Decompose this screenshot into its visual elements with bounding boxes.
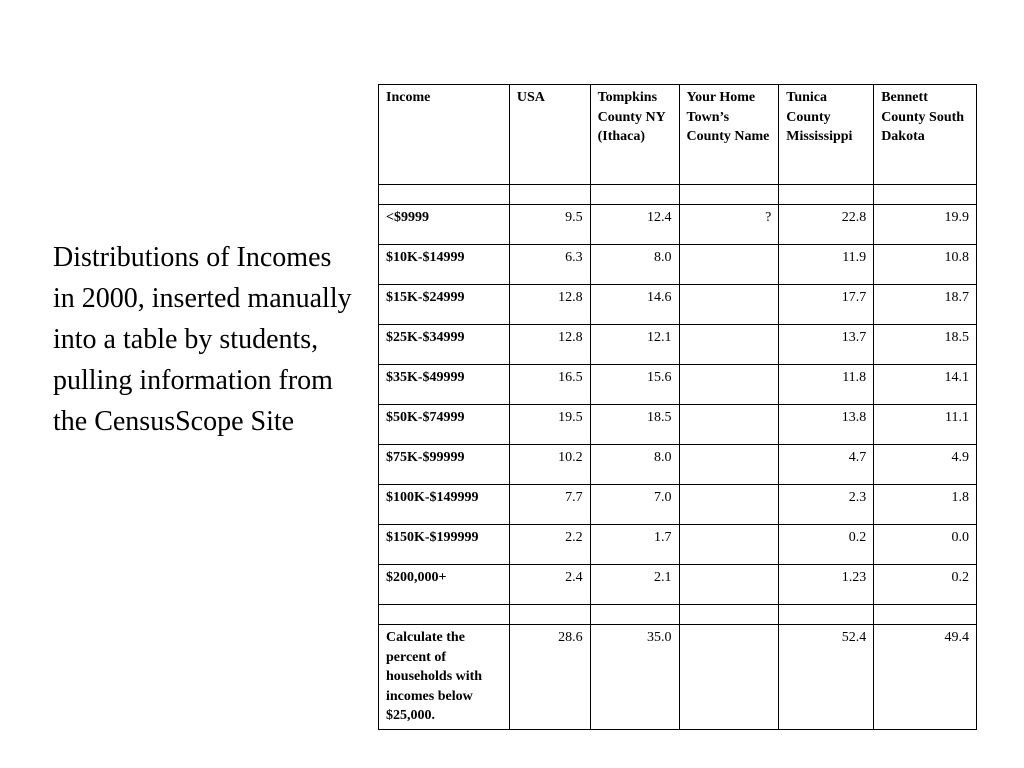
- table-cell: 2.2: [509, 525, 590, 565]
- table-cell: [679, 185, 779, 205]
- table-cell: [590, 605, 679, 625]
- table-cell: 1.7: [590, 525, 679, 565]
- header-tompkins: Tompkins County NY (Ithaca): [590, 85, 679, 185]
- table-cell: 8.0: [590, 445, 679, 485]
- table-header-row: [379, 85, 977, 185]
- table-cell: [679, 325, 779, 365]
- table-cell: [679, 285, 779, 325]
- header-usa: USA: [509, 85, 590, 185]
- table-row: [379, 325, 977, 365]
- income-bracket-label: $25K-$34999: [379, 325, 510, 365]
- table-cell: 1.23: [779, 565, 874, 605]
- table-cell: 19.9: [874, 205, 977, 245]
- table-row: [379, 405, 977, 445]
- table-cell: 16.5: [509, 365, 590, 405]
- table-cell: [679, 605, 779, 625]
- table-cell: 49.4: [874, 625, 977, 730]
- header-bennett: Bennett County South Dakota: [874, 85, 977, 185]
- table-cell: 1.8: [874, 485, 977, 525]
- blank-row: [379, 605, 977, 625]
- income-distribution-table: [378, 84, 977, 730]
- table-cell: 4.9: [874, 445, 977, 485]
- table-cell: 11.9: [779, 245, 874, 285]
- table-cell: 0.2: [874, 565, 977, 605]
- table-cell: 7.7: [509, 485, 590, 525]
- table-row: [379, 565, 977, 605]
- table-row: [379, 245, 977, 285]
- table-cell: [679, 485, 779, 525]
- income-bracket-label: <$9999: [379, 205, 510, 245]
- header-income: Income: [379, 85, 510, 185]
- table-cell: [379, 605, 510, 625]
- table-cell: 7.0: [590, 485, 679, 525]
- table-row: [379, 525, 977, 565]
- calculation-prompt: Calculate the percent of households with incomes below $25,000.: [379, 625, 510, 730]
- table-cell: [874, 185, 977, 205]
- table-cell: 0.0: [874, 525, 977, 565]
- table-cell: 12.4: [590, 205, 679, 245]
- table-cell: 8.0: [590, 245, 679, 285]
- income-bracket-label: $200,000+: [379, 565, 510, 605]
- table-row: [379, 285, 977, 325]
- table-cell: 14.1: [874, 365, 977, 405]
- table-cell: 19.5: [509, 405, 590, 445]
- table-cell: 18.7: [874, 285, 977, 325]
- table-cell: [679, 365, 779, 405]
- table-cell: 2.3: [779, 485, 874, 525]
- table-cell: [874, 605, 977, 625]
- table-cell: ?: [679, 205, 779, 245]
- table-cell: 14.6: [590, 285, 679, 325]
- table-row: [379, 205, 977, 245]
- table-cell: [679, 445, 779, 485]
- income-bracket-label: $50K-$74999: [379, 405, 510, 445]
- table-cell: 10.8: [874, 245, 977, 285]
- table-cell: 18.5: [874, 325, 977, 365]
- slide-caption: Distributions of Incomes in 2000, inserted manually into a table by students, pulling information from the CensusScope Site: [53, 242, 352, 437]
- table-cell: 6.3: [509, 245, 590, 285]
- table-cell: 13.7: [779, 325, 874, 365]
- income-bracket-label: $15K-$24999: [379, 285, 510, 325]
- table-cell: [679, 405, 779, 445]
- table-cell: [779, 605, 874, 625]
- table-cell: [679, 245, 779, 285]
- calculation-row: [379, 625, 977, 730]
- table-cell: 13.8: [779, 405, 874, 445]
- table-row: [379, 365, 977, 405]
- table-cell: [379, 185, 510, 205]
- income-bracket-label: $35K-$49999: [379, 365, 510, 405]
- table-cell: [779, 185, 874, 205]
- table-cell: 9.5: [509, 205, 590, 245]
- table-cell: 22.8: [779, 205, 874, 245]
- table-cell: 12.1: [590, 325, 679, 365]
- table-cell: [679, 525, 779, 565]
- table-cell: [679, 625, 779, 730]
- income-bracket-label: $150K-$199999: [379, 525, 510, 565]
- table-cell: 2.1: [590, 565, 679, 605]
- table-cell: [679, 565, 779, 605]
- table-cell: [509, 185, 590, 205]
- table-cell: 28.6: [509, 625, 590, 730]
- table-cell: 0.2: [779, 525, 874, 565]
- table-cell: 35.0: [590, 625, 679, 730]
- table-cell: 15.6: [590, 365, 679, 405]
- income-bracket-label: $10K-$14999: [379, 245, 510, 285]
- table-cell: [509, 605, 590, 625]
- header-home-town: Your Home Town’s County Name: [679, 85, 779, 185]
- table-cell: 18.5: [590, 405, 679, 445]
- income-bracket-label: $75K-$99999: [379, 445, 510, 485]
- table-row: [379, 445, 977, 485]
- table-cell: 12.8: [509, 325, 590, 365]
- table-cell: 10.2: [509, 445, 590, 485]
- table-cell: 11.8: [779, 365, 874, 405]
- table-cell: 4.7: [779, 445, 874, 485]
- table-cell: 52.4: [779, 625, 874, 730]
- table-cell: 2.4: [509, 565, 590, 605]
- header-tunica: Tunica County Mississippi: [779, 85, 874, 185]
- table-cell: [590, 185, 679, 205]
- table-cell: 17.7: [779, 285, 874, 325]
- income-bracket-label: $100K-$149999: [379, 485, 510, 525]
- table-cell: 11.1: [874, 405, 977, 445]
- table-row: [379, 485, 977, 525]
- table-cell: 12.8: [509, 285, 590, 325]
- blank-row: [379, 185, 977, 205]
